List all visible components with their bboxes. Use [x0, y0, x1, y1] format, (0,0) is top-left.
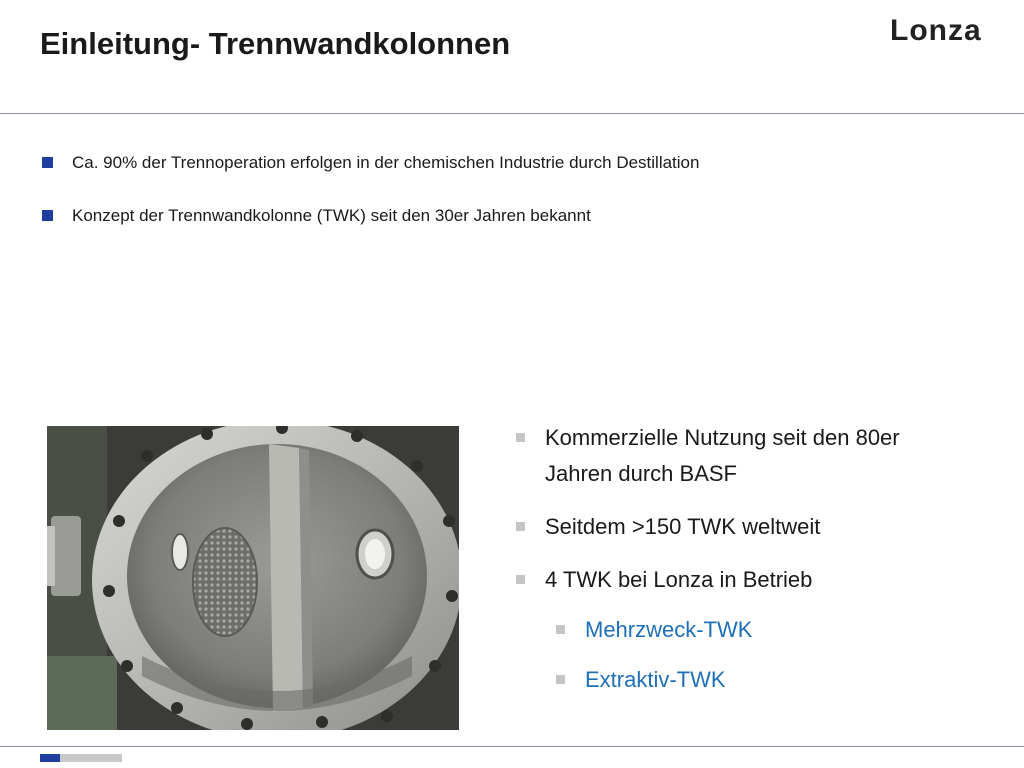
- column-interior-image: [47, 426, 459, 730]
- bullet-text: Konzept der Trennwandkolonne (TWK) seit den 30er Jahren bekannt: [72, 206, 591, 225]
- square-bullet-icon: [516, 522, 525, 531]
- right-bullet-list: [516, 420, 996, 712]
- square-bullet-icon: [556, 675, 565, 684]
- bullet-text: Seitdem >150 TWK weltweit: [545, 514, 821, 539]
- sub-bullet-text: Mehrzweck-TWK: [585, 617, 753, 642]
- footer-divider: [0, 746, 1024, 747]
- list-item: [516, 509, 996, 545]
- title-divider: [0, 113, 1024, 114]
- footer-grey-bar: [60, 754, 122, 762]
- footer-accent-bar: [40, 754, 60, 762]
- list-item: [42, 203, 1002, 229]
- list-item: [516, 420, 996, 492]
- top-bullet-list: [42, 150, 1002, 256]
- square-bullet-icon: [556, 625, 565, 634]
- lonza-logo-text: Lonza: [890, 14, 982, 47]
- square-bullet-icon: [516, 433, 525, 442]
- list-item: [516, 562, 996, 598]
- list-item: [42, 150, 1002, 176]
- slide-title: Einleitung- Trennwandkolonnen: [40, 26, 511, 61]
- bullet-text: Kommerzielle Nutzung seit den 80er: [545, 425, 900, 450]
- bullet-text: 4 TWK bei Lonza in Betrieb: [545, 567, 813, 592]
- lonza-logo: [890, 14, 1006, 48]
- sub-bullet-text: Extraktiv-TWK: [585, 667, 726, 692]
- sub-list-item: [516, 612, 996, 648]
- sub-list-item: [516, 662, 996, 698]
- square-bullet-icon: [516, 575, 525, 584]
- square-bullet-icon: [42, 157, 53, 168]
- bullet-text: Jahren durch BASF: [545, 461, 737, 486]
- square-bullet-icon: [42, 210, 53, 221]
- column-photo: [47, 426, 459, 730]
- bullet-text: Ca. 90% der Trennoperation erfolgen in der chemischen Industrie durch Destillation: [72, 153, 700, 172]
